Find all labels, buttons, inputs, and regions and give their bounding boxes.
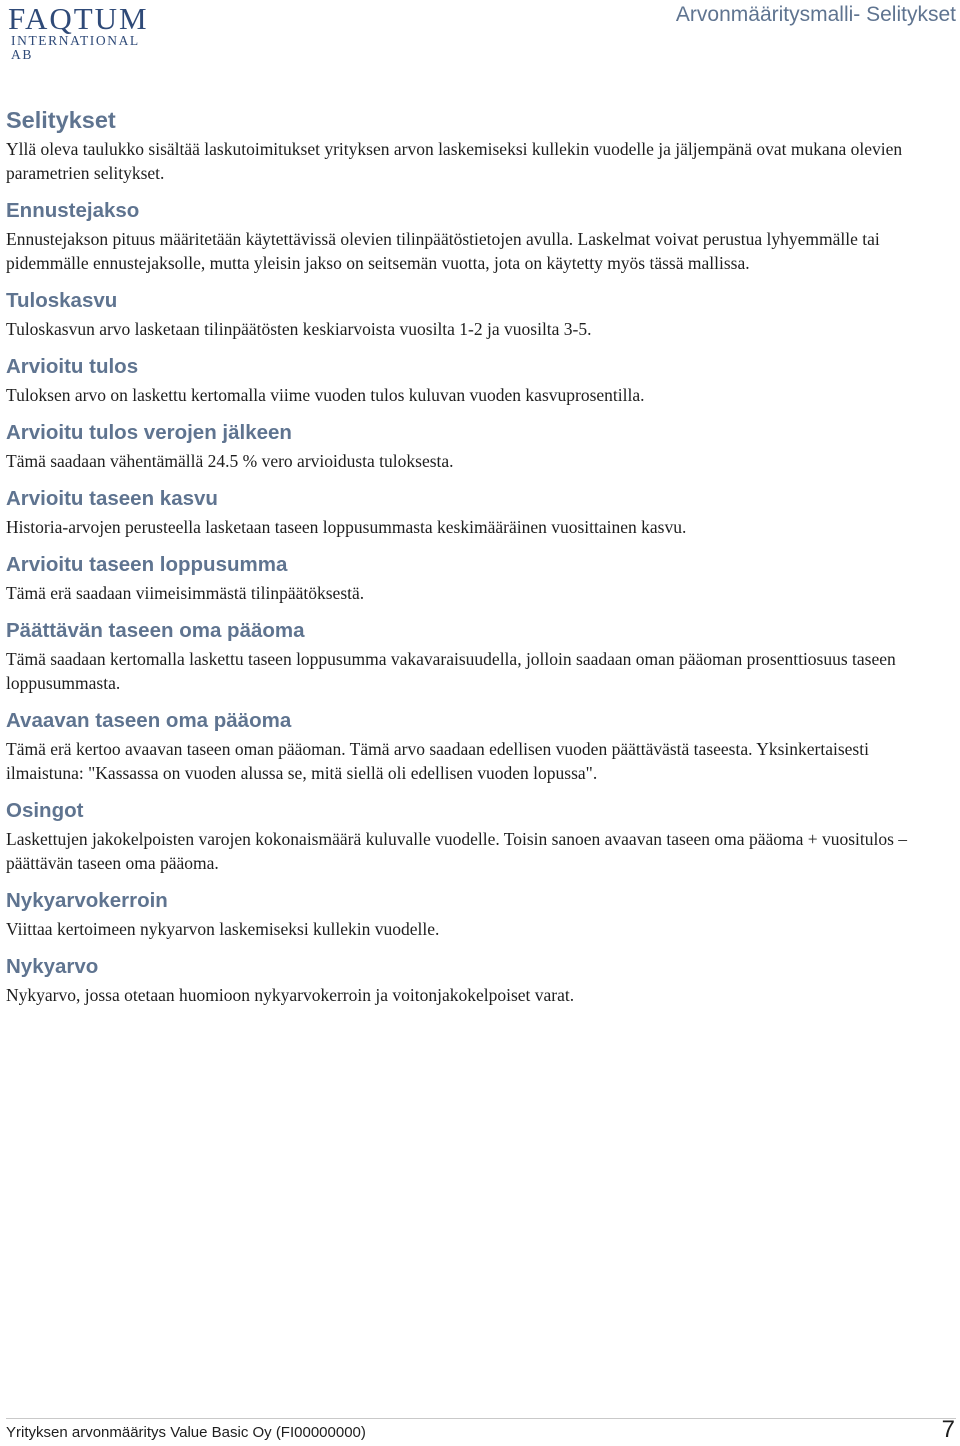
section-text: Tuloskasvun arvo lasketaan tilinpäätösten keskiarvoista vuosilta 1-2 ja vuosilta 3-5.	[6, 319, 592, 339]
section-nykyarvokerroin	[6, 885, 951, 941]
section-heading: Arvioitu tulos	[6, 355, 139, 378]
section-text: Tämä saadaan vähentämällä 24.5 % vero arvioidusta tuloksesta.	[6, 451, 454, 471]
section-text: Tuloksen arvo on laskettu kertomalla viime vuoden tulos kuluvan vuoden kasvuprosentilla.	[6, 385, 645, 405]
section-nykyarvo	[6, 951, 951, 1007]
section-heading: Avaavan taseen oma pääoma	[6, 709, 292, 732]
section-text: Historia-arvojen perusteella lasketaan taseen loppusummasta keskimääräinen vuosittainen kasvu.	[6, 517, 687, 537]
section-heading: Nykyarvo	[6, 955, 99, 978]
footer-company-line: Yrityksen arvonmääritys Value Basic Oy (FI00000000)	[6, 1424, 366, 1441]
page-number: 7	[941, 1416, 955, 1443]
section-osingot	[6, 795, 951, 875]
section-text: Nykyarvo, jossa otetaan huomioon nykyarvokerroin ja voitonjakokelpoiset varat.	[6, 985, 575, 1005]
footer-divider	[6, 1418, 956, 1419]
company-logo	[8, 2, 148, 62]
section-paattavan-taseen-oma-paaoma	[6, 615, 951, 695]
section-tuloskasvu	[6, 285, 951, 341]
section-text: Tämä erä kertoo avaavan taseen oman pääoman. Tämä arvo saadaan edellisen vuoden päättävästä taseesta. Yksinkertaisesti ilmaistuna: "Kassassa on vuoden alussa se, mitä siellä oli edellisen vuoden lopussa".	[6, 739, 869, 783]
section-heading: Ennustejakso	[6, 199, 140, 222]
logo-subtitle: INTERNATIONAL AB	[11, 33, 140, 62]
section-heading: Arvioitu taseen kasvu	[6, 487, 218, 510]
section-text: Ennustejakson pituus määritetään käytettävissä olevien tilinpäätöstietojen avulla. Laskelmat voivat perustua lyhyemmälle tai pidemmälle ennustejaksolle, mutta yleisin jakso on seitsemän vuotta, jota on käytetty myös tässä mallissa.	[6, 229, 880, 273]
section-heading: Arvioitu taseen loppusumma	[6, 553, 288, 576]
section-text: Yllä oleva taulukko sisältää laskutoimitukset yrityksen arvon laskemiseksi kullekin vuodelle ja jäljempänä ovat mukana olevien parametrien selitykset.	[6, 139, 903, 183]
logo-wordmark: FAQTUM	[8, 1, 149, 36]
section-heading: Tuloskasvu	[6, 289, 118, 312]
document-title: Arvonmääritysmalli- Selitykset	[675, 3, 956, 26]
section-heading: Selitykset	[6, 107, 116, 133]
section-heading: Päättävän taseen oma pääoma	[6, 619, 305, 642]
section-text: Tämä saadaan kertomalla laskettu taseen loppusumma vakavaraisuudella, jolloin saadaan oman pääoman prosenttiosuus taseen loppusummasta.	[6, 649, 896, 693]
section-heading: Osingot	[6, 799, 84, 822]
section-text: Viittaa kertoimeen nykyarvon laskemiseksi kullekin vuodelle.	[6, 919, 440, 939]
section-arvioitu-taseen-kasvu	[6, 483, 951, 539]
section-text: Laskettujen jakokelpoisten varojen kokonaismäärä kuluvalle vuodelle. Toisin sanoen avaavan taseen oma pääoma + vuositulos – päättävän taseen oma pääoma.	[6, 829, 908, 873]
section-selitykset	[6, 103, 951, 185]
section-avaavan-taseen-oma-paaoma	[6, 705, 951, 785]
section-arvioitu-tulos-verojen-jalkeen	[6, 417, 951, 473]
section-arvioitu-tulos	[6, 351, 951, 407]
section-text: Tämä erä saadaan viimeisimmästä tilinpäätöksestä.	[6, 583, 365, 603]
section-heading: Nykyarvokerroin	[6, 889, 168, 912]
section-arvioitu-taseen-loppusumma	[6, 549, 951, 605]
section-heading: Arvioitu tulos verojen jälkeen	[6, 421, 292, 444]
section-ennustejakso	[6, 195, 951, 275]
document-body	[6, 103, 951, 1017]
